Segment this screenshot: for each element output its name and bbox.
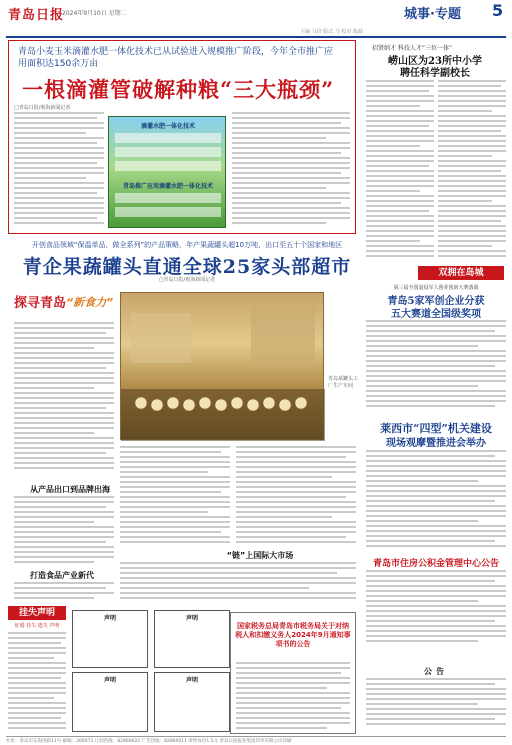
lead-story-body-right — [232, 112, 350, 230]
announcement-title[interactable]: 公告 — [424, 667, 448, 676]
editors-line: 主编 马培 版式 马 校对 陈源 — [300, 29, 363, 35]
classified-ad-1[interactable] — [72, 610, 148, 668]
photo-caption: 青岛某罐头工厂生产车间 — [328, 376, 359, 389]
contest-story-subheadline: 五大赛道全国级奖项 — [391, 309, 481, 320]
infographic-subtitle: 青岛推广应用滴灌水肥一体化技术 — [122, 183, 213, 190]
ad-3-label: 声明 — [103, 677, 116, 684]
page-footer: 社址：青岛市东海西路11号 邮编：266071 订阅热线：82860022 广告热线：82860011 零售每份1.5元 青岛日报报业集团印务有限公司印刷 — [6, 736, 506, 744]
housing-fund-notice-title[interactable]: 青岛市住房公积金管理中心公告 — [372, 559, 499, 569]
production-line-illustration — [121, 293, 325, 441]
ad-2-label: 声明 — [185, 615, 198, 622]
issue-date: 2024年9月10日 星期二 — [62, 10, 127, 17]
lead-story-headline[interactable]: 一根滴灌管破解种粮“三大瓶颈” — [22, 77, 335, 102]
canning-story-body-f — [120, 562, 356, 604]
lead-story-body-left — [14, 112, 104, 230]
canning-story-body-d — [14, 496, 114, 566]
lost-notice-banner: 挂失声明 — [8, 606, 66, 620]
canning-story-body-e — [14, 582, 114, 604]
masthead-divider — [6, 36, 506, 38]
classified-ad-2[interactable] — [154, 610, 230, 668]
canning-story-body-a — [14, 322, 114, 482]
right-story-body-a — [366, 80, 434, 260]
housing-fund-notice-body — [366, 570, 506, 660]
section-name: 城事·专题 — [404, 7, 461, 22]
ad-1-label: 声明 — [103, 615, 116, 622]
right-story-subheadline: 聘任科学副校长 — [400, 68, 470, 79]
canning-story-kicker: 开创食品领域“保温单品，做全系列”的产品策略，年产果蔬罐头超10万吨，出口至五十个国家和地区 — [31, 241, 343, 249]
drip-irrigation-infographic — [108, 116, 226, 228]
lost-notice-sub: 征婚 挂失 遗失 声明 — [14, 623, 60, 629]
tax-bureau-notice-title[interactable]: 国家税务总局青岛市税务局关于对纳税人和扣缴义务人2024年9月通知事项书的公告 — [235, 622, 351, 648]
canning-subhead-export: 从产品出口到品牌出海 — [30, 485, 110, 494]
classified-ad-3[interactable] — [72, 672, 148, 732]
lost-notice-body — [8, 632, 66, 732]
column-logo-tail: “新食力” — [66, 296, 114, 309]
newspaper-logo: 青岛日报 — [8, 8, 65, 23]
infographic-title: 滴灌水肥一体化技术 — [140, 123, 195, 130]
explore-qingdao-column-logo — [14, 292, 114, 318]
laixi-story-headline[interactable]: 莱西市“四型”机关建设 — [380, 422, 492, 435]
lead-story-kicker: 青岛小麦玉米滴灌水肥一体化技术已从试验进入规模推广阶段，今年全市推广应用面积达150余万亩 — [18, 47, 334, 69]
canning-subhead-market: “链”上国际大市场 — [226, 551, 294, 560]
canning-subhead-industry: 打造食品产业新代 — [30, 571, 94, 580]
laixi-story-subheadline: 现场观摩暨推进会举办 — [386, 438, 486, 449]
double-support-banner: 双拥在岛城 — [418, 266, 504, 280]
laixi-story-body — [366, 450, 506, 550]
right-story-body-b — [438, 80, 506, 260]
contest-story-body — [366, 320, 506, 414]
canning-story-byline: □青岛日报/观海新闻记者 — [158, 277, 216, 283]
ad-4-label: 声明 — [185, 677, 198, 684]
classified-ad-4[interactable] — [154, 672, 230, 732]
tax-bureau-notice-body — [236, 662, 350, 730]
page-number: 5 — [492, 1, 504, 20]
right-story-headline[interactable]: 崂山区为23所中小学 — [388, 56, 482, 67]
announcement-body — [366, 678, 506, 734]
canning-story-headline[interactable]: 青企果蔬罐头直通全球25家头部超市 — [22, 256, 352, 278]
column-logo-main: 探寻青岛 — [14, 296, 67, 311]
contest-story-kicker: 第三届全国退役军人创业创新大赛落幕 — [393, 285, 479, 291]
canning-factory-photo — [120, 292, 324, 440]
contest-story-headline[interactable]: 青岛5家军创企业分获 — [387, 296, 485, 307]
right-story-kicker: 招贤纳才 科技人才“三位一体” — [372, 45, 453, 52]
canning-story-body-b — [120, 446, 230, 546]
lead-story-byline: □青岛日报/观海新闻记者 — [14, 105, 71, 111]
canning-story-body-c — [236, 446, 356, 546]
